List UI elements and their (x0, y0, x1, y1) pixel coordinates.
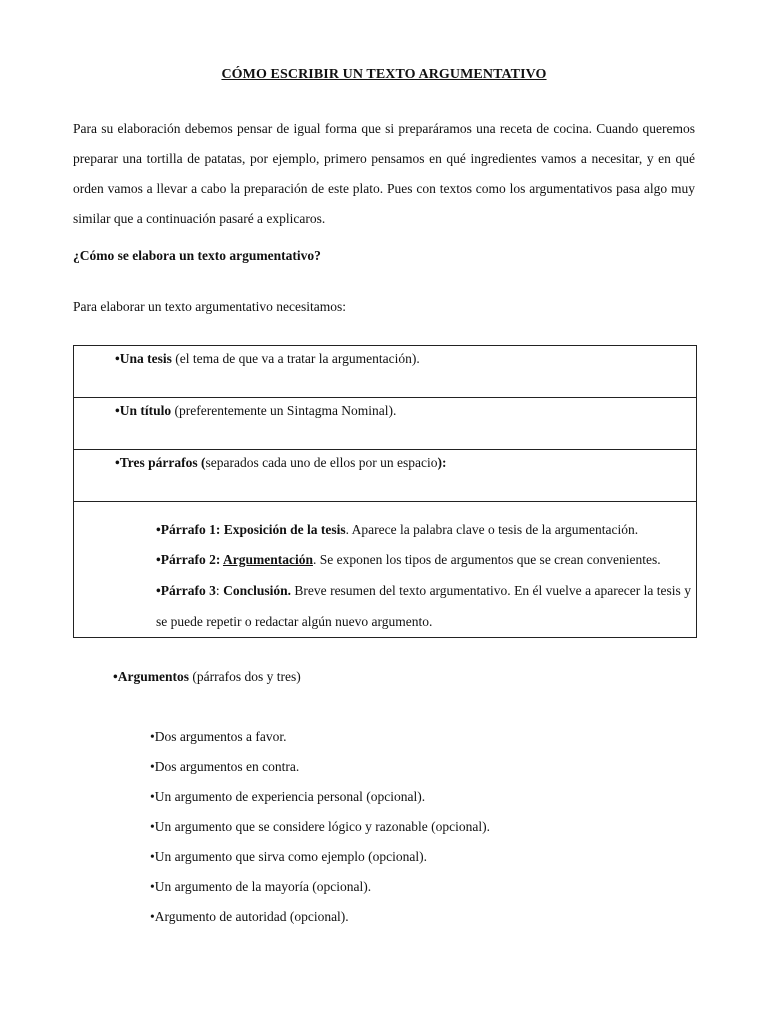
table-cell (74, 450, 697, 502)
bullet: • (115, 455, 120, 470)
requirement-tesis (74, 346, 696, 368)
bullet: • (150, 729, 155, 744)
paragraph-label: Párrafo 1: Exposición de la tesis (160, 522, 346, 537)
requirement-text: (el tema de que va a tratar la argumentación). (171, 351, 420, 366)
argument-text: Un argumento de la mayoría (opcional). (154, 879, 372, 894)
argument-text: Un argumento que se considere lógico y razonable (opcional). (154, 819, 490, 834)
bullet: • (156, 552, 161, 567)
paragraph-label-2: Conclusión. (223, 583, 291, 598)
arguments-heading-label: Argumentos (117, 669, 189, 684)
bullet: • (150, 759, 155, 774)
bullet: • (150, 819, 155, 834)
arguments-heading (113, 669, 301, 685)
bullet: • (156, 522, 161, 537)
list-item (156, 575, 691, 637)
list-item (156, 515, 691, 545)
bullet: • (150, 909, 155, 924)
arguments-heading-text: (párrafos dos y tres) (188, 669, 301, 684)
section-question: ¿Cómo se elabora un texto argumentativo? (73, 248, 321, 263)
list-item (150, 812, 490, 842)
paragraph-text: . Se exponen los tipos de argumentos que se crean convenientes. (312, 552, 661, 567)
list-item (150, 872, 490, 902)
table-row (74, 502, 697, 638)
document-title: CÓMO ESCRIBIR UN TEXTO ARGUMENTATIVO (221, 67, 547, 82)
list-item (150, 842, 490, 872)
table-row (74, 398, 697, 450)
bullet: • (115, 403, 120, 418)
paragraph-list (74, 502, 696, 637)
paragraph-colon: : (215, 583, 224, 598)
requirements-table (73, 345, 697, 638)
bullet: • (156, 583, 161, 598)
argument-text: Un argumento de experiencia personal (opcional). (154, 789, 426, 804)
bullet: • (150, 849, 155, 864)
requirement-label: Una tesis (119, 351, 172, 366)
bullet: • (150, 879, 155, 894)
list-item (150, 752, 490, 782)
table-row (74, 450, 697, 502)
paragraph-label: Párrafo 3 (160, 583, 216, 598)
table-cell (74, 346, 697, 398)
argument-text: Un argumento que sirva como ejemplo (opcional). (154, 849, 428, 864)
requirement-label: Un título (119, 403, 172, 418)
list-item (150, 902, 490, 932)
table-row (74, 346, 697, 398)
table-cell (74, 502, 697, 638)
requirement-text: (preferentemente un Sintagma Nominal). (171, 403, 397, 418)
argument-text: Dos argumentos en contra. (154, 759, 300, 774)
argument-text: Argumento de autoridad (opcional). (154, 909, 349, 924)
argument-text: Dos argumentos a favor. (154, 729, 287, 744)
bullet: • (150, 789, 155, 804)
table-cell (74, 398, 697, 450)
bullet: • (113, 669, 118, 684)
paragraph-text: . Aparece la palabra clave o tesis de la argumentación. (345, 522, 639, 537)
requirement-close: ): (437, 455, 447, 470)
requirements-lead: Para elaborar un texto argumentativo necesitamos: (73, 299, 347, 314)
paragraph-text: Breve resumen del texto argumentativo. En él vuelve a aparecer la tesis y se puede repetir o redactar algún nuevo argumento. (156, 583, 691, 629)
requirement-titulo (74, 398, 696, 420)
arguments-list (150, 722, 490, 932)
paragraph-label: Párrafo 2: (160, 552, 223, 567)
bullet: • (115, 351, 120, 366)
paragraph-label-underlined: Argumentación (222, 552, 313, 567)
list-item (156, 545, 691, 575)
requirement-label: Tres párrafos ( (119, 455, 206, 470)
requirement-parrafos (74, 450, 696, 472)
list-item (150, 722, 490, 752)
requirement-text: separados cada uno de ellos por un espacio (205, 455, 438, 470)
intro-paragraph: Para su elaboración debemos pensar de igual forma que si preparáramos una receta de cocina. Cuando queremos preparar una tortilla de patatas, por ejemplo, primero pensamos en qué ingredientes vamos a necesitar, y en qué orden vamos a llevar a cabo la preparación de este plato. Pues con textos como los argumentativos pasa algo muy similar que a continuación pasaré a explicaros. (73, 121, 695, 226)
list-item (150, 782, 490, 812)
